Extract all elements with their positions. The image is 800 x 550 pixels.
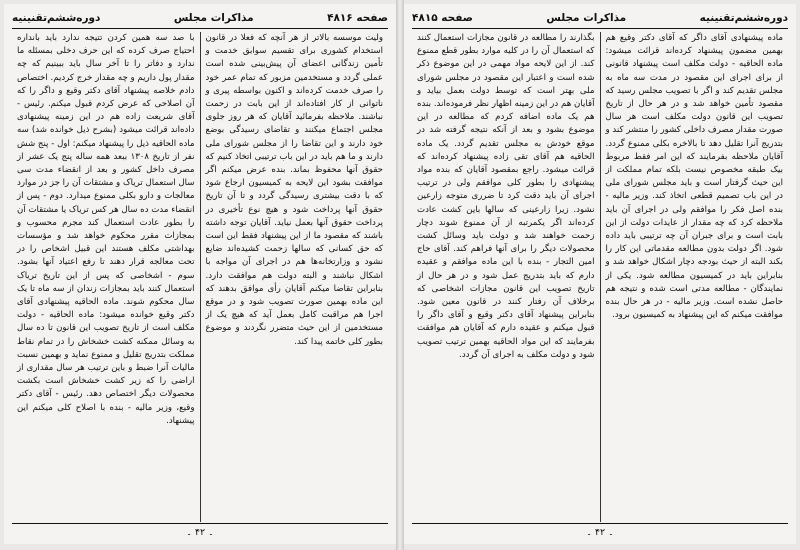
left-footer-page-number: ۔ ۴۲ ۔	[186, 526, 214, 538]
left-page-number: دوره‌ششم‌تقنینیه	[12, 12, 101, 24]
right-column-left	[412, 32, 601, 522]
left-column-left-text: با صد سه همین کردن تتیجه ندارد باید بانداره احتیاج صرف کرده که این حرف دخلی بمسئله ما ندارد و دفاتر را تا آخر سال باید ببینیم که چه مقدار پول داریم و چه مقدار خرج کردیم. اختصاص دادم خلاصه پیشنهاد آقای دکتر وقیع و داگر را که آن اصلاحی که عرض کردم قبول میکنم. رئیس - آقای شریعت زاده هم در این زمینه پیشنهادی داده‌اند قرائت میشود (بشرح ذیل خوانده شد) سه ماده الحاقیه ذیل را پیشنهاد میکنم: اول - پنج شش نفر از تاریخ ۱۳۰۸ ببعد همه ساله پنج یک عشر از مصرف داخل کشور و بعد از انقضاء مدت سی سال استعمال تریاک و مشتقات آن را جز در موارد معالجات و دارو بکلی ممنوع میدارد. دوم - پس از انقضاء مدت ده سال هر کس تریاک یا مشتقات آن را بطور عادت استعمال کند مجرم محسوب و بمجازات مقرر محکوم خواهد شد و مؤسسات بهداشتی مکلف هستند این قبیل اشخاص را در تحت معالجه قرار دهند تا رفع اعتیاد آنها بشود. سوم - اشخاصی که پس از این تاریخ تریاک استعمال کنند باید بمجازات زندان از سه ماه تا یک سال محکوم شوند. ماده الحاقیه پیشنهادی آقای دکتر وقیع خوانده میشود: ماده الحاقیه - دولت مکلف است از تاریخ تصویب این قانون تا ده سال به وسائل ممکنه کشت خشخاش را در تمام نقاط مملکت بتدریج تقلیل و ممنوع نماید و بهمین نسبت مالیات آنرا ضبط و باین ترتیب هر سال مقداری از اراضی را که زیر کشت خشخاش است بکشت محصولات دیگر اختصاص دهد. رئیس - آقای دکتر وقیع، وزیر مالیه - بنده با اصلاح کلی میکنم این پیشنهاد.	[17, 33, 195, 426]
right-session-label: دوره‌ششم‌تقنینیه	[699, 12, 788, 24]
right-page-footer	[412, 523, 788, 540]
left-column-left	[12, 32, 201, 522]
right-footer-page-number: ۔ ۴۲ ۔	[586, 526, 614, 538]
left-page	[4, 4, 396, 544]
left-text-columns	[12, 32, 388, 522]
left-title-label: مذاکرات مجلس	[173, 12, 254, 24]
right-page	[404, 4, 796, 544]
right-column-right	[601, 32, 789, 522]
left-page-header	[12, 8, 388, 29]
right-page-header	[412, 8, 788, 29]
right-text-columns	[412, 32, 788, 522]
right-page-number: صفحه ۴۸۱۵	[412, 12, 473, 24]
right-title-label: مذاکرات مجلس	[546, 12, 627, 24]
left-session-label: صفحه ۴۸۱۶	[327, 12, 388, 24]
book-gutter	[396, 0, 404, 550]
left-column-right-text: ولیت موسسه بالاتر از هر آنچه که فعلا در قانون استخدام کشوری برای تقسیم سوابق خدمت و تأمین زندگانی اعضای آن پیش‌بینی شده است عملی گردد و مستخدمین مزبور که تمام عمر خود را صرف خدمت کرده‌اند و اکنون بواسطه پیری و ناتوانی از کار افتاده‌اند از این بابت در زحمت نباشند. ملاحظه بفرمائید آقایان که هر روز جلوی مجلس اجتماع میکنند و تقاضای رسیدگی بوضع خود دارند و این تقاضا را از مجلس شورای ملی دارند و ما هم باید در این باب ترتیبی اتخاذ کنیم که حقوق آنها محفوظ بماند. بنده عرض میکنم اگر موافقت بشود این لایحه به کمیسیون ارجاع شود که با دقت بیشتری رسیدگی گردد و تا آن تاریخ حقوق آنها پرداخت شود و هیچ نوع تأخیری در پرداخت حقوق آنها بعمل نیاید. آقایان توجه داشته باشند که مقصود ما از این پیشنهاد فقط این است که حق کسانی که سالها زحمت کشیده‌اند ضایع نشود و وزارتخانه‌ها هم در اجرای آن مواجه با اشکال نباشند و البته دولت هم موافقت دارد. بنابراین تقاضا میکنم آقایان رأی موافق بدهند که این ماده بهمین صورت تصویب شود و در موقع اجرا هم مراقبت کامل بعمل آید که هیچ یک از مستخدمین از این حیث متضرر نگردند و موضوع بطور کلی خاتمه پیدا کند.	[205, 33, 383, 347]
left-page-footer	[12, 523, 388, 540]
left-column-right	[201, 32, 389, 522]
right-column-left-text: بگذارند را مطالعه در قانون مجازات استعمال کنند که استعمال آن را در کلیه موارد بطور قطع ممنوع کند. از این لایحه مواد مهمی در این موضوع ذکر شده است و اعتبار این مقصود در مجلس شورای ملی بهتر است که توسط دولت بعمل بیاید و آقایان هم در این زمینه اظهار نظر فرموده‌اند. بنده هم یک ماده اضافه کردم که مطالعه در این موضوع بشود و بعد از آنکه نتیجه گرفته شد در موقع خودش به مجلس تقدیم گردد. یک ماده الحاقیه هم آقای تقی زاده پیشنهاد کرده‌اند که قرائت میشود. راجع بمقصود آقایان که بنده مواد پیشنهادی را بطور کلی موافقم ولی در ترتیب اجرای آن باید دقت کرد تا ضرری متوجه زارعین نشود. زیرا زارعینی که سالها باین کشت عادت کرده‌اند اگر یکمرتبه از آن ممنوع شوند دچار زحمت خواهند شد و دولت باید وسائل کشت محصولات دیگر را برای آنها فراهم کند. آقای حاج امین التجار - بنده با این ماده موافقم و عقیده دارم که باید بتدریج عمل شود و در هر حال از تاریخ تصویب این قانون مجازات اشخاصی که برخلاف آن رفتار کنند در قانون معین شود. بنابراین پیشنهاد آقای دکتر وقیع و آقای داگر را قبول میکنم و عقیده دارم که آقایان هم موافقت بفرمایند که این مواد الحاقیه بهمین ترتیب تصویب شود و دولت مکلف به اجرای آن گردد.	[417, 33, 595, 360]
right-column-right-text: ماده پیشنهادی آقای داگر که آقای دکتر وقیع هم بهمین مضمون پیشنهاد کرده‌اند قرائت میشود: ماده الحاقیه - دولت مکلف است پیشنهاد قانونی از برای اجرای این مقصود در مدت سه ماه به مجلس تقدیم کند و اگر با تصویب مجلس رسید که مقصود تأمین خواهد شد و در هر حال از تاریخ تصویب این قانون دولت مکلف است هر سال صورت مقدار مصرف داخلی کشور را منتشر کند و بتدریج آنرا تقلیل دهد تا بالاخره بکلی ممنوع گردد. آقایان ملاحظه بفرمایند که این امر فقط مربوط بیک طبقه مخصوص نیست بلکه تمام مملکت از این حیث گرفتار است و باید مجلس شورای ملی در این باب تصمیم قطعی اتخاذ کند. وزیر مالیه - بنده اصل فکر را موافقم ولی در اجرای آن باید ملاحظه کرد که چه مقدار از عایدات دولت از این بابت است و برای جبران آن چه ترتیبی باید داده شود. اگر دولت بدون مطالعه مقدماتی این کار را بکند البته از حیث بودجه دچار اشکال خواهد شد و بنابراین باید در کمیسیون مطالعه شود. یکی از نمایندگان - مطالعه مدتی است شده و نتیجه هم حاصل نشده است. وزیر مالیه - در هر حال بنده موافقت میکنم که این پیشنهاد به کمیسیون برود.	[605, 33, 783, 321]
